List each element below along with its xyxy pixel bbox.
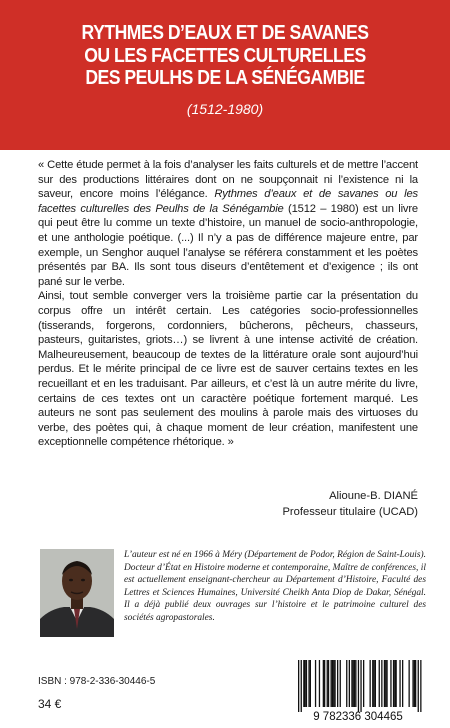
barcode-bar — [298, 660, 299, 712]
barcode-digits: 9 782336 304465 — [313, 711, 403, 722]
title-line-3: DES PEULHS DE LA SÉNÉGAMBIE — [85, 66, 365, 89]
barcode-bar — [331, 660, 332, 707]
title-line-1: RYTHMES D’EAUX ET DE SAVANES — [81, 21, 369, 44]
barcode-bar — [349, 660, 350, 707]
barcode-bar — [303, 660, 304, 707]
barcode-bar — [390, 660, 391, 707]
barcode-bar — [415, 660, 416, 707]
title-banner — [0, 0, 450, 150]
reviewer-title: Professeur titulaire (UCAD) — [282, 506, 418, 518]
author-bio: L’auteur est né en 1966 à Méry (Département de Podor, Région de Saint-Louis). Docteur d’État en Histoire moderne et contemporaine, Maître de conférences, il est actuellement enseignant-chercheur au Département d’Histoire, Faculté des Lettres et Sciences Humaines, Université Cheikh Anta Diop de Dakar, Sénégal. Il a déjà publié deux ouvrages sur l’histoire et le patrimoine culturel des sociétés agropastorales. — [124, 550, 426, 623]
barcode-bar — [393, 660, 394, 707]
barcode-bar — [384, 660, 385, 707]
barcode-bar — [328, 660, 329, 707]
review-text-1b: (1512 – 1980) est un livre qui peut être lu comme un texte d’histoire, un manuel de socio-anthropologie, et une anthologie poétique. (...) Il n’y a pas de différence majeure entre, par exemple, un Senghor auquel l’analyse se référera constamment et les poètes présentés par BA. Ils sont tous diseurs d’entêtement et d’exigence ; ils ont pané sur le verbe. — [38, 202, 418, 288]
barcode-bar — [386, 660, 387, 707]
review-quote — [38, 158, 418, 450]
author-photo — [40, 549, 114, 637]
barcode-bar — [315, 660, 316, 707]
barcode-bar — [323, 660, 324, 707]
barcode-bar — [394, 660, 395, 707]
barcode-bar — [381, 660, 382, 707]
barcode-bar — [396, 660, 397, 707]
barcode-bar — [351, 660, 352, 707]
barcode-bar — [375, 660, 376, 707]
barcode-bar — [355, 660, 356, 707]
barcode-bar — [418, 660, 419, 712]
barcode-bar — [379, 660, 380, 707]
barcode — [290, 658, 426, 722]
barcode-bar — [340, 660, 341, 707]
barcode-bar — [420, 660, 421, 712]
review-paragraph-2: Ainsi, tout semble converger vers la troisième partie car la présentation du corpus offre un intérêt certain. Les catégories socio-professionnelles (tisserands, forgerons, cordonniers, bûcherons, pêcheurs, chasseurs, pasteurs, guitaristes, griots…) se livrent à une intense activité de création. Malheureusement, beaucoup de textes de la littérature orale sont aujourd’hui perdus. Et le mérite principal de ce livre est de sauver certains textes en les recueillant et en les traduisant. Par ailleurs, et c’est là un autre mérite du livre, certains de ces textes ont un caractère poétique fortement marqué. Les auteurs ne sont pas seulement des moulins à parole mais des virtuoses du verbe, des poètes qui, à chaque moment de leur création, manifestent une exceptionnelle compétence rhétorique. » — [38, 290, 418, 449]
barcode-bar — [360, 660, 361, 712]
barcode-bar — [301, 660, 302, 712]
price: 34 € — [38, 697, 62, 711]
barcode-bar — [337, 660, 338, 707]
barcode-bar — [412, 660, 413, 707]
barcode-bar — [414, 660, 415, 707]
barcode-bar — [333, 660, 334, 707]
barcode-bar — [327, 660, 328, 707]
isbn: ISBN : 978-2-336-30446-5 — [38, 676, 156, 687]
barcode-bar — [310, 660, 311, 707]
barcode-bar — [402, 660, 403, 707]
book-title — [32, 0, 419, 90]
barcode-bar — [409, 660, 410, 707]
review-paragraph-1 — [38, 158, 418, 289]
author-portrait-image — [40, 549, 114, 637]
title-dates: (1512-1980) — [186, 101, 264, 117]
barcode-bar — [308, 660, 309, 707]
barcode-bar — [372, 660, 373, 707]
barcode-bar — [346, 660, 347, 707]
barcode-bar — [399, 660, 400, 707]
reviewer-name: Alioune-B. DIANÉ — [329, 490, 418, 502]
barcode-bar — [334, 660, 335, 707]
review-text-1a: « Cette étude permet à la fois d’analyser les faits culturels et de mettre l’accent sur des productions littéraires dont on ne soupçonnait ni l’existence ni la saveur, encore moins l’élégance. — [38, 159, 418, 201]
barcode-bar — [305, 660, 306, 707]
barcode-bar — [370, 660, 371, 707]
review-book-title: Rythmes d’eaux et de savanes ou les facettes culturelles des Peulhs de la Sénégambie — [38, 188, 418, 215]
barcode-bar — [319, 660, 320, 707]
barcode-bar — [306, 660, 307, 707]
barcode-bar — [363, 660, 364, 707]
barcode-bar — [353, 660, 354, 707]
barcode-bar — [358, 660, 359, 712]
barcode-bar — [324, 660, 325, 707]
title-line-2: OU LES FACETTES CULTURELLES — [84, 43, 366, 67]
barcode-bar — [373, 660, 374, 707]
barcode-bar — [354, 660, 355, 707]
barcode-bar — [385, 660, 386, 707]
barcode-bar — [332, 660, 333, 707]
